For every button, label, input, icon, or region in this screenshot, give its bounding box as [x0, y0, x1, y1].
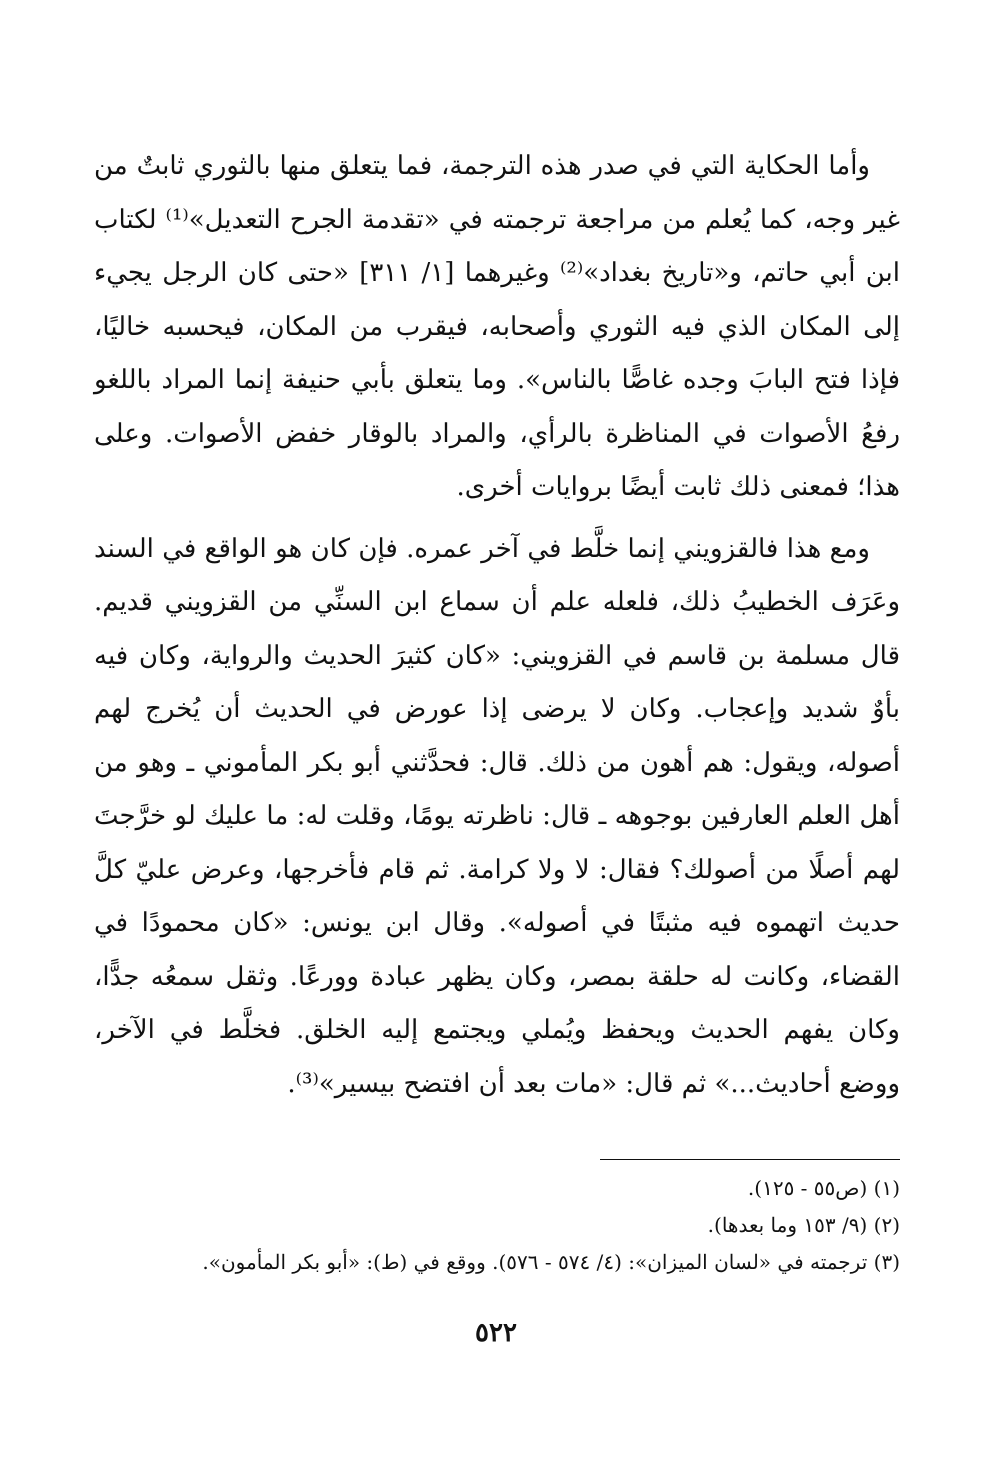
paragraph: وأما الحكاية التي في صدر هذه الترجمة، فما يتعلق منها بالثوري ثابتٌ من غير وجه، كما يُعلم من مراجعة ترجمته في «تقدمة الجرح التعديل»⁽¹⁾ لكتاب ابن أبي حاتم، و«تاريخ بغداد»⁽²⁾ وغيرهما [١/ ٣١١] «حتى كان الرجل يجيء إلى المكان الذي فيه الثوري وأصحابه، فيقرب من المكان، فيحسبه خاليًا، فإذا فتح البابَ وجده غاصًّا بالناس». وما يتعلق بأبي حنيفة إنما المراد باللغو رفعُ الأصوات في المناظرة بالرأي، والمراد بالوقار خفض الأصوات. وعلى هذا؛ فمعنى ذلك ثابت أيضًا بروايات أخرى.: [94, 151, 900, 502]
main-text: [94, 140, 900, 1111]
footnote-separator: [600, 1159, 900, 1160]
footnote-3: (٣) ترجمته في «لسان الميزان»: (٤/ ٥٧٤ - ٥٧٦). ووقع في (ط): «أبو بكر المأمون».: [202, 1250, 900, 1274]
footnotes: [94, 1170, 900, 1281]
footnote-2: (٢) (٩/ ١٥٣ وما بعدها).: [707, 1213, 900, 1237]
footnote-1: (١) (ص٥٥ - ١٢٥).: [747, 1176, 900, 1200]
page-number: ٥٢٢: [475, 1318, 517, 1348]
paragraph: ومع هذا فالقزويني إنما خلَّط في آخر عمره. فإن كان هو الواقع في السند وعَرَف الخطيبُ ذلك، فلعله علم أن سماع ابن السنِّي من القزويني قديم. قال مسلمة بن قاسم في القزويني: «كان كثيرَ الحديث والرواية، وكان فيه بأوٌ شديد وإعجاب. وكان لا يرضى إذا عورض في الحديث أن يُخرج لهم أصوله، ويقول: هم أهون من ذلك. قال: فحدَّثني أبو بكر المأموني ـ وهو من أهل العلم العارفين بوجوهه ـ قال: ناظرته يومًا، وقلت له: ما عليك لو خرَّجتَ لهم أصلًا من أصولك؟ فقال: لا ولا كرامة. ثم قام فأخرجها، وعرض عليّ كلَّ حديث اتهموه فيه مثبتًا في أصوله». وقال ابن يونس: «كان محمودًا في القضاء، وكانت له حلقة بمصر، وكان يظهر عبادة وورعًا. وثقل سمعُه جدًّا، وكان يفهم الحديث ويحفظ ويُملي ويجتمع إليه الخلق. فخلَّط في الآخر، ووضع أحاديث...» ثم قال: «مات بعد أن افتضح بيسير»⁽³⁾.: [94, 533, 901, 1099]
